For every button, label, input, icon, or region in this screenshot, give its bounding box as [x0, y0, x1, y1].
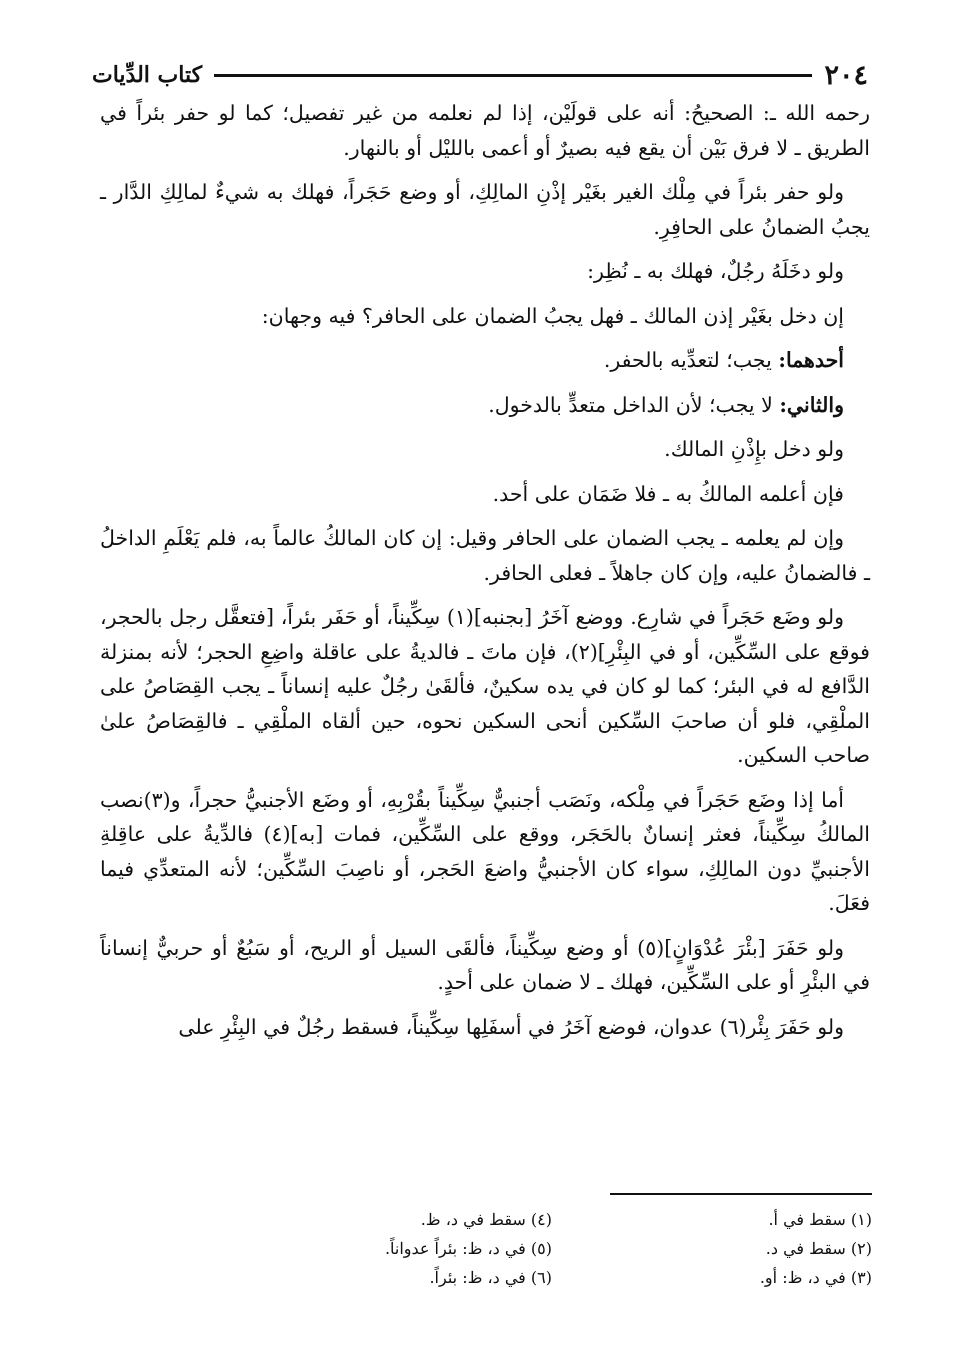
footnote: (٢) سقط في د.	[765, 1239, 872, 1258]
footnote-separator	[610, 1193, 872, 1195]
paragraph: وإن لم يعلمه ـ يجب الضمان على الحافر وقيل: إن كان المالكُ عالماً به، فلم يَعْلَمِ الداخلُ ـ فالضمانُ عليه، وإن كان جاهلاً ـ فعلى الحافر.	[100, 526, 870, 585]
paragraph: ولو حفر بئراً في مِلْك الغير بغَيْر إذْنِ المالِكِ، أو وضع حَجَراً، فهلك به شيءٌ لمالِكِ الدَّار ـ يجبُ الضمانُ على الحافِرِ.	[100, 180, 870, 239]
paragraph-lead: والثاني:	[779, 392, 844, 417]
paragraph: فإن أعلمه المالكُ به ـ فلا ضَمَان على أحد.	[492, 481, 844, 506]
paragraph: والثاني: لا يجب؛ لأن الداخل متعدٍّ بالدخول.	[488, 392, 844, 417]
paragraph: أما إذا وضَع حَجَراً في مِلْكه، ونَصَب أجنبيٌّ سِكِّيناً بقُرْبِهِ، أو وضَع الأجنبيُّ حجراً، و(٣)نصب المالكُ سِكِّيناً، فعثر إنسانٌ بالحَجَر، ووقع على السِّكِّين، فمات [به](٤) فالدِّيةُ على عاقِلةِ الأجنبيِّ دون المالِكِ، سواء كان الأجنبيُّ واضعَ الحَجر، أو ناصِبَ السِّكِّين؛ لأنه المتعدِّي فيما فعَلَ.	[100, 787, 870, 915]
paragraph: ولو حَفَرَ بِئْر(٦) عدوان، فوضع آخَرُ في أسفَلِها سِكِّيناً، فسقط رجُلٌ في البِئْرِ على	[178, 1014, 844, 1039]
footnote-column-right	[592, 1205, 872, 1292]
footnote: (١) سقط في أ.	[768, 1210, 872, 1229]
footnote: (٥) في د، ظ: بئراً عدواناً.	[384, 1239, 552, 1258]
footnotes	[250, 1205, 872, 1292]
paragraph: ولو دخل بإِذْنِ المالك.	[664, 437, 844, 461]
page-header	[92, 58, 868, 92]
footnote: (٤) سقط في د، ظ.	[420, 1210, 552, 1229]
paragraph: ولو حَفَرَ [بئْرَ عُدْوَانٍ](٥) أو وضع سِكِّيناً، فألقَى السيل أو الريح، أو سَبُعٌ أو حربيٌّ إنساناً في البئْرِ أو على السِّكِّين، فهلك ـ لا ضمان على أحدٍ.	[100, 935, 870, 994]
footnote: (٦) في د، ظ: بئراً.	[429, 1268, 552, 1287]
page-number: ٢٠٤	[824, 59, 868, 91]
footnote-column-left	[272, 1205, 552, 1292]
footnote: (٣) في د، ظ: أو.	[759, 1268, 872, 1287]
header-rule	[214, 74, 812, 77]
paragraph: ولو وضَع حَجَراً في شارِع. ووضع آخَرُ [بجنبه](١) سِكِّيناً، أو حَفَر بئراً، [فتعقَّل رجل بالحجر، فوقع على السِّكِّين، أو في البِئْرِ](٢)، فإن ماتَ ـ فالديةُ على عاقلة واضِعِ الحجر؛ لأنه بمنزلة الدَّافع له في البئر؛ كما لو كان في يده سكينٌ، فألقَىٰ رجُلٌ عليه إنساناً ـ يجب القِصَاصُ على الملْقِي، فلو أن صاحبَ السِّكين أنحى السكين نحوه، حين ألقاه الملْقِي ـ فالقِصَاصُ علىٰ صاحب السكين.	[100, 605, 870, 767]
paragraph: ولو دخَلَهُ رجُلٌ، فهلك به ـ نُظِر:	[587, 259, 844, 283]
paragraph: رحمه الله ـ: الصحيحُ: أنه على قولَيْن، إذا لم نعلمه من غير تفصيل؛ كما لو حفر بئراً في الطريق ـ لا فرق بَيْن أن يقع فيه بصيرٌ أو أعمى بالليْل أو بالنهار.	[100, 101, 870, 160]
page-body	[100, 96, 870, 1054]
book-title: كتاب الدِّيات	[92, 62, 203, 88]
paragraph-lead: أحدهما:	[778, 348, 844, 372]
paragraph: أحدهما: يجب؛ لتعدِّيه بالحفر.	[603, 348, 844, 372]
paragraph: إن دخل بغَيْر إذن المالك ـ فهل يجبُ الضمان على الحافر؟ فيه وجهان:	[261, 303, 844, 328]
